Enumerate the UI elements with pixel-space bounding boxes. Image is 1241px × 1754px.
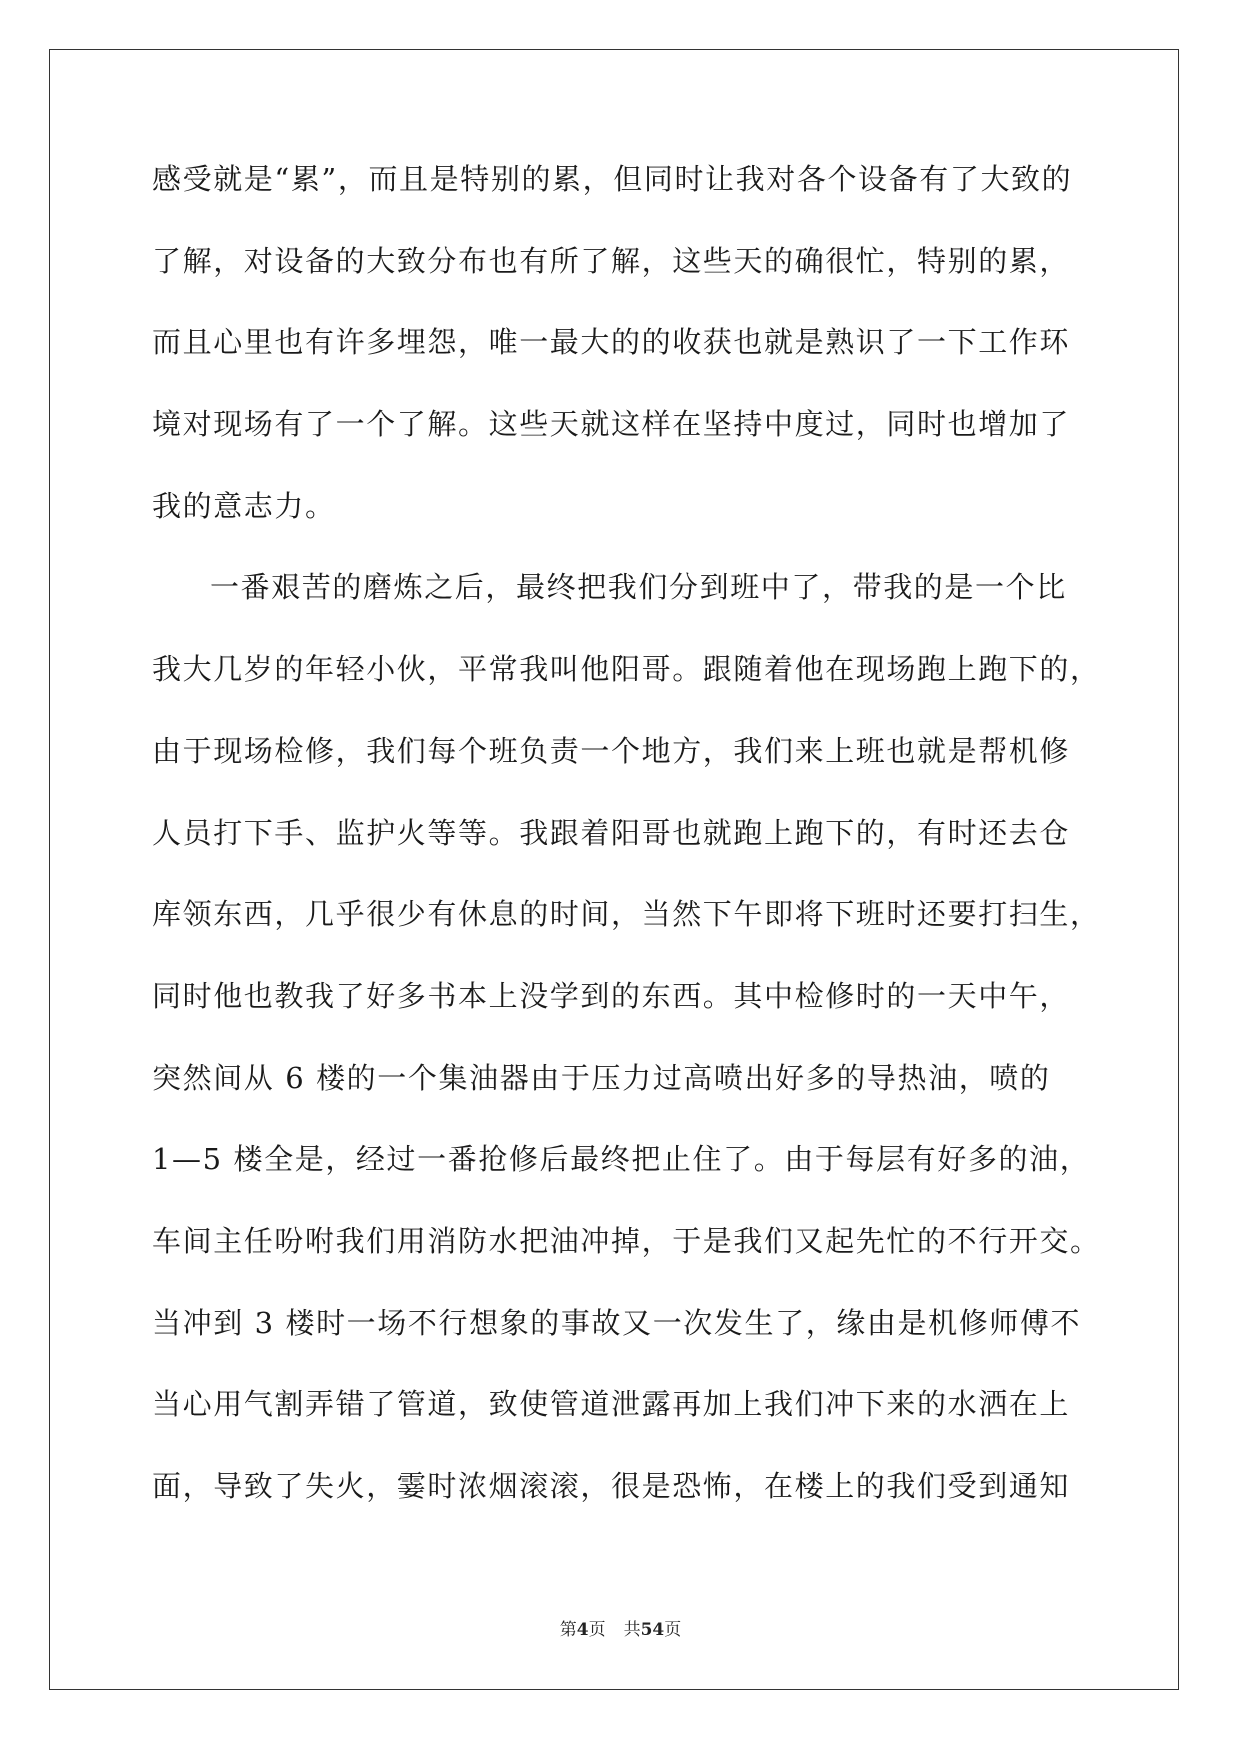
- page-prefix: 第: [559, 1620, 577, 1640]
- paragraph-start-line: 一番艰苦的磨炼之后，最终把我们分到班中了，带我的是一个比: [210, 570, 1067, 605]
- text-line: 突然间从 6 楼的一个集油器由于压力过高喷出好多的导热油，喷的: [152, 1060, 1051, 1095]
- text-line: 而且心里也有许多埋怨，唯一最大的的收获也就是熟识了一下工作环: [152, 325, 1071, 360]
- body-text: [152, 162, 1101, 1553]
- text-line: 感受就是“累”，而且是特别的累，但同时让我对各个设备有了大致的: [152, 162, 1073, 196]
- text-line: 当心用气割弄错了管道，致使管道泄露再加上我们冲下来的水洒在上: [152, 1387, 1071, 1422]
- text-line: 当冲到 3 楼时一场不行想象的事故又一次发生了，缘由是机修师傅不: [152, 1305, 1082, 1340]
- total-prefix: 共: [623, 1620, 641, 1640]
- text-line: 境对现场有了一个了解。这些天就这样在坚持中度过，同时也增加了: [152, 407, 1071, 442]
- text-line: 1—5 楼全是，经过一番抢修后最终把止住了。由于每层有好多的油，: [152, 1142, 1091, 1177]
- text-line: 我大几岁的年轻小伙，平常我叫他阳哥。跟随着他在现场跑上跑下的，: [152, 652, 1101, 687]
- page-suffix: 页: [588, 1620, 606, 1640]
- page-footer: [0, 1615, 1241, 1640]
- page-number: 4: [576, 1620, 589, 1640]
- text-line: 面，导致了失火，霎时浓烟滚滚，很是恐怖，在楼上的我们受到通知: [152, 1469, 1071, 1503]
- text-line: 我的意志力。: [152, 488, 336, 523]
- text-line: 库领东西，几乎很少有休息的时间，当然下午即将下班时还要打扫生，: [152, 897, 1101, 932]
- text-line: 同时他也教我了好多书本上没学到的东西。其中检修时的一天中午，: [152, 978, 1071, 1013]
- text-line: 了解，对设备的大致分布也有所了解，这些天的确很忙，特别的累，: [152, 243, 1071, 278]
- text-line: 人员打下手、监护火等等。我跟着阳哥也就跑上跑下的，有时还去仓: [152, 815, 1071, 850]
- text-line: 车间主任吩咐我们用消防水把油冲掉，于是我们又起先忙的不行开交。: [152, 1223, 1101, 1258]
- text-line: 由于现场检修，我们每个班负责一个地方，我们来上班也就是帮机修: [152, 733, 1071, 768]
- total-pages: 54: [640, 1620, 665, 1640]
- total-suffix: 页: [664, 1620, 682, 1640]
